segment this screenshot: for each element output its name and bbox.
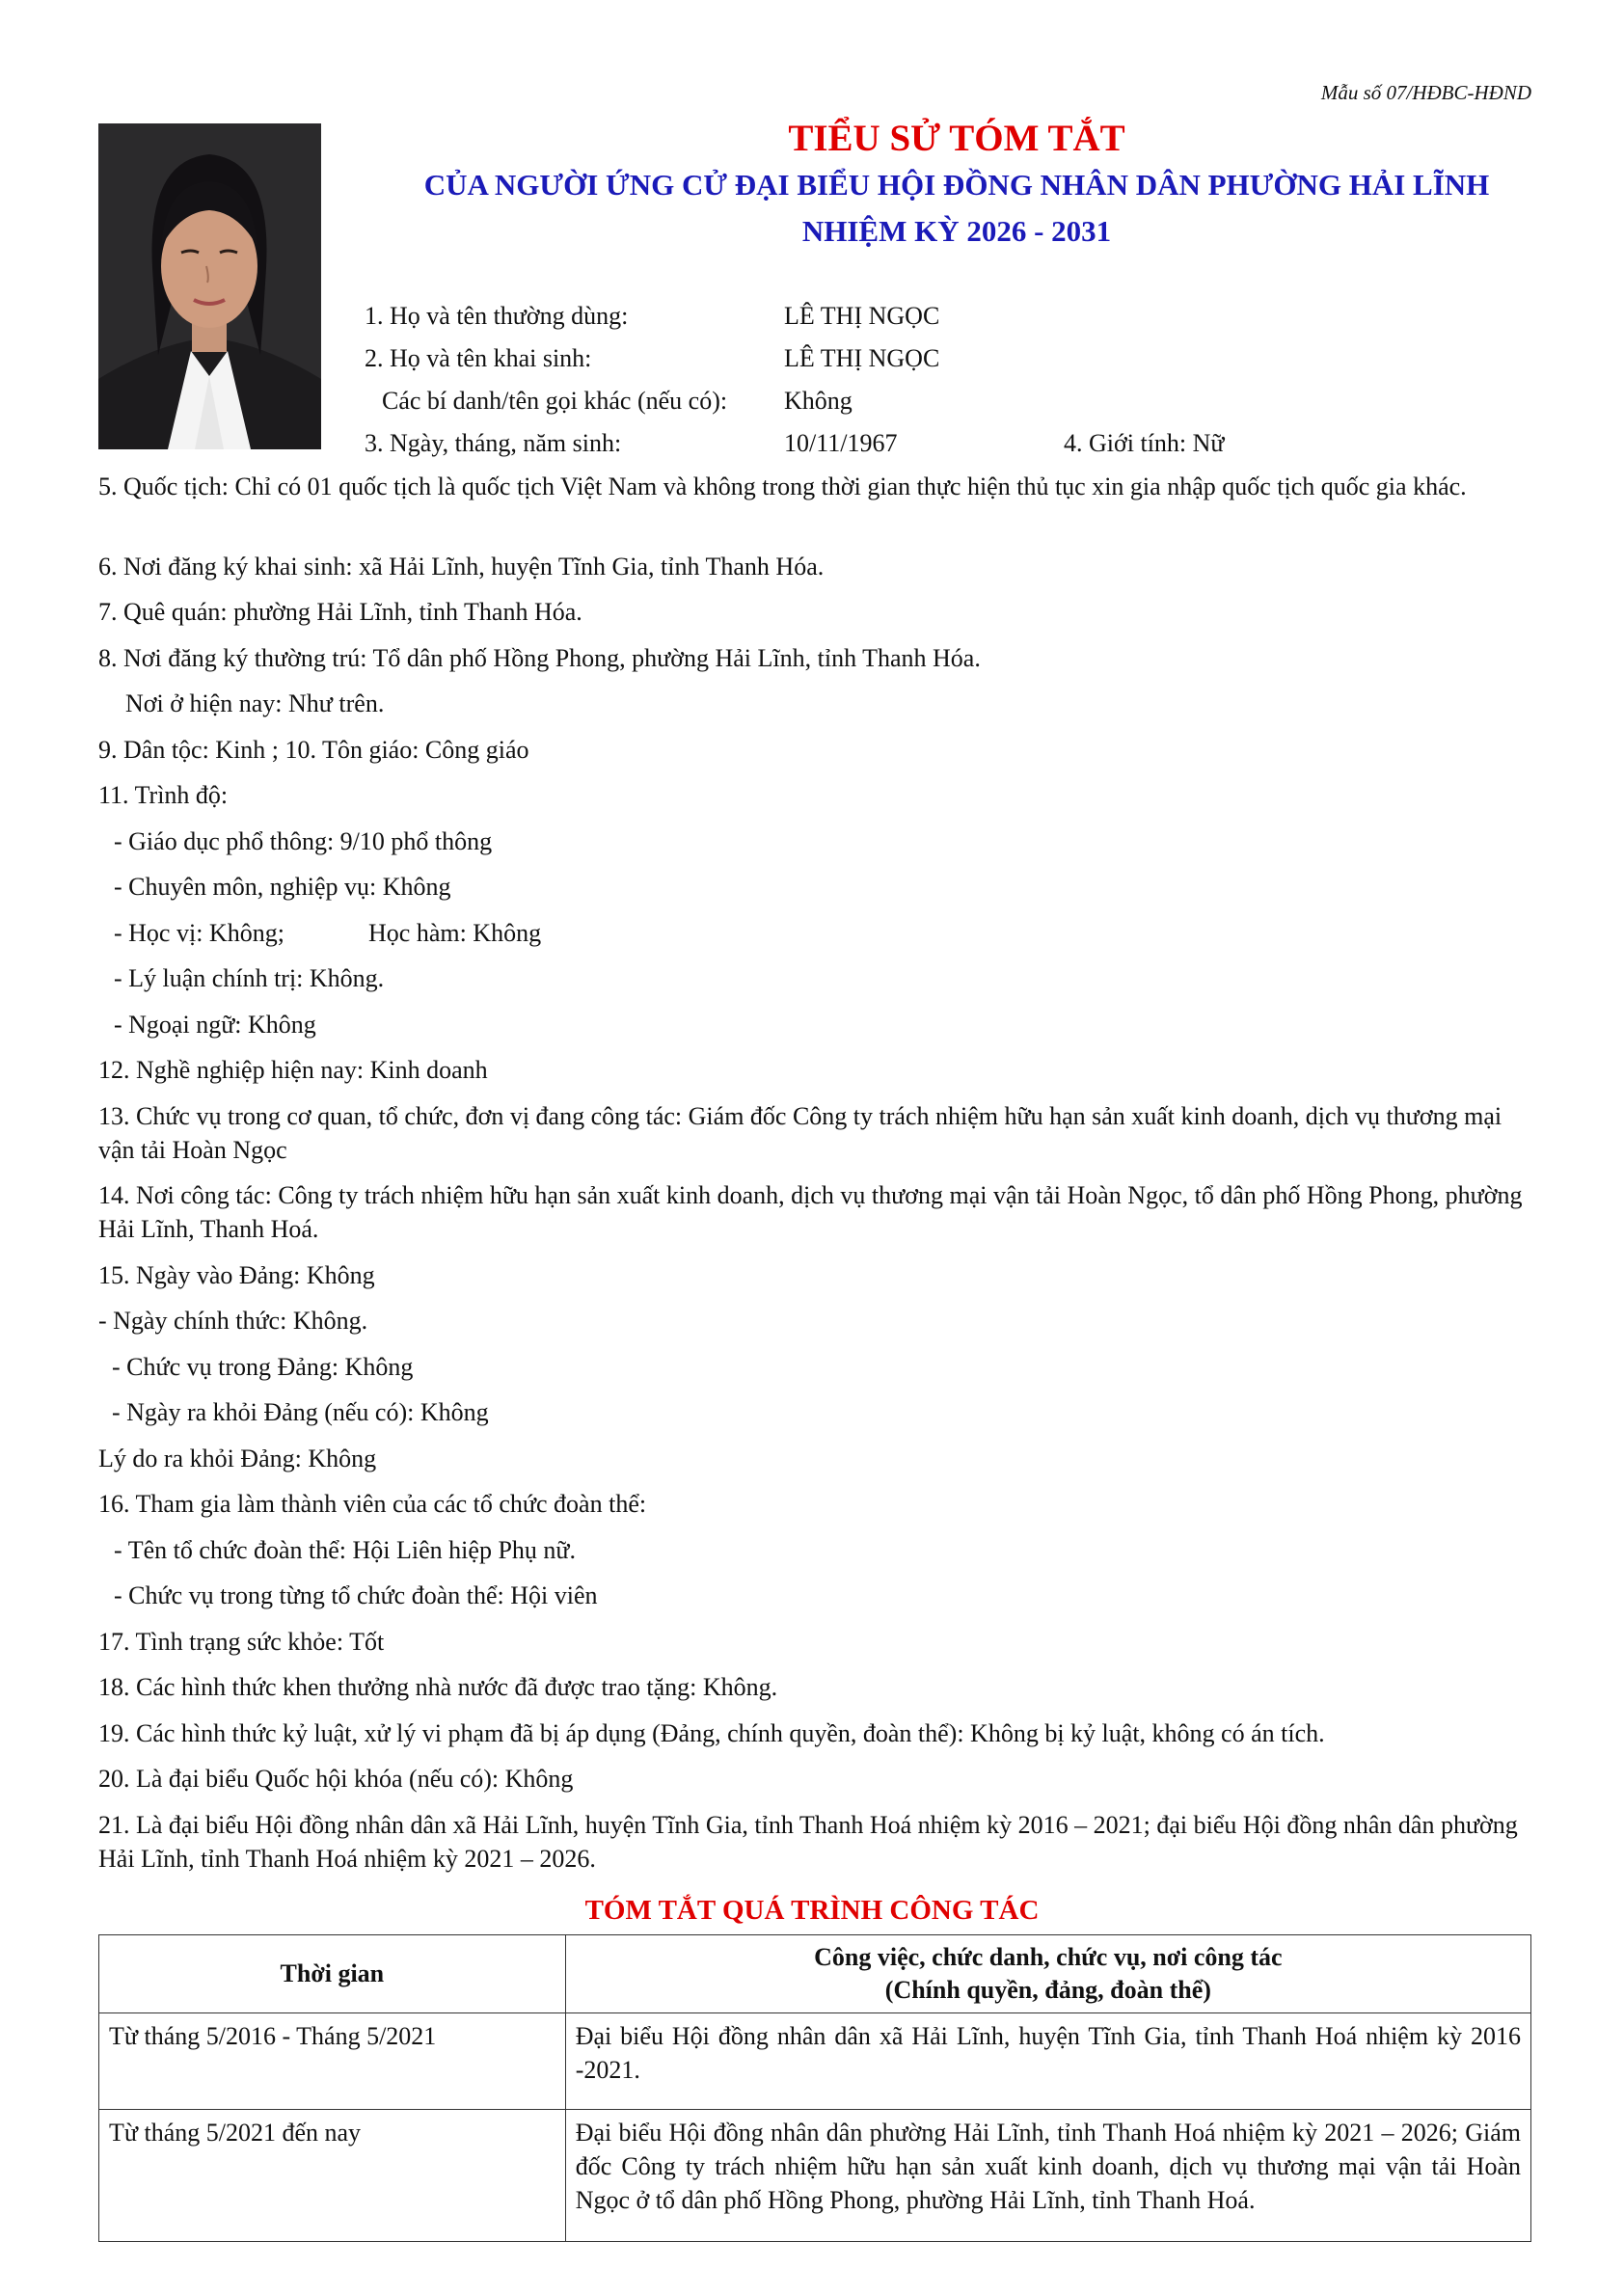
portrait-image — [98, 123, 321, 449]
table-row — [99, 2110, 1531, 2242]
table-header-row — [99, 1935, 1531, 2013]
common-name-label: 1. Họ và tên thường dùng: — [365, 302, 629, 330]
organizations-heading: 16. Tham gia làm thành viên của các tổ chức đoàn thể: — [98, 1490, 647, 1518]
common-name-value: LÊ THỊ NGỌC — [784, 302, 940, 330]
foreign-language-line: - Ngoại ngữ: Không — [114, 1011, 316, 1039]
party-official-line: - Ngày chính thức: Không. — [98, 1307, 368, 1335]
title-block — [347, 116, 1566, 255]
ethnicity-religion-line: 9. Dân tộc: Kinh ; 10. Tôn giáo: Công giáo — [98, 736, 529, 764]
work-history-table — [98, 1934, 1531, 2242]
birth-name-label: 2. Họ và tên khai sinh: — [365, 344, 592, 372]
alias-label: Các bí danh/tên gọi khác (nếu có): — [382, 387, 728, 415]
health-line: 17. Tình trạng sức khỏe: Tốt — [98, 1628, 385, 1656]
hometown-line: 7. Quê quán: phường Hải Lĩnh, tỉnh Thanh Hóa. — [98, 598, 582, 626]
education-heading: 11. Trình độ: — [98, 781, 229, 809]
time-cell: Từ tháng 5/2016 - Tháng 5/2021 — [99, 2013, 566, 2110]
description-header-line-2: (Chính quyền, đảng, đoàn thể) — [884, 1976, 1211, 2004]
workplace-line: 14. Nơi công tác: Công ty trách nhiệm hữu hạn sản xuất kinh doanh, dịch vụ thương mại vận tải Hoàn Ngọc, tổ dân phố Hồng Phong, phường Hải Lĩnh, Thanh Hoá. — [98, 1181, 1523, 1243]
profession-line: - Chuyên môn, nghiệp vụ: Không — [114, 873, 451, 901]
gender-value: 4. Giới tính: Nữ — [1064, 429, 1225, 457]
description-header-line-1: Công việc, chức danh, chức vụ, nơi công tác — [814, 1943, 1283, 1971]
time-cell: Từ tháng 5/2021 đến nay — [99, 2110, 566, 2242]
document-term: NHIỆM KỲ 2026 - 2031 — [801, 214, 1112, 248]
party-position-line: - Chức vụ trong Đảng: Không — [112, 1353, 414, 1381]
national-assembly-line: 20. Là đại biểu Quốc hội khóa (nếu có): Không — [98, 1765, 574, 1793]
general-education-line: - Giáo dục phổ thông: 9/10 phổ thông — [114, 827, 493, 855]
party-leave-date-line: - Ngày ra khỏi Đảng (nếu có): Không — [112, 1398, 489, 1426]
nationality-line: 5. Quốc tịch: Chỉ có 01 quốc tịch là quốc tịch Việt Nam và không trong thời gian thực hiện thủ tục xin gia nhập quốc tịch quốc gia khác. — [98, 473, 1467, 500]
candidate-photo — [98, 123, 321, 449]
degree-line: - Học vị: Không; — [114, 919, 284, 947]
table-row — [99, 2013, 1531, 2110]
birth-name-value: LÊ THỊ NGỌC — [784, 344, 940, 372]
council-delegate-line: 21. Là đại biểu Hội đồng nhân dân xã Hải Lĩnh, huyện Tĩnh Gia, tỉnh Thanh Hoá nhiệm kỳ 2016 – 2021; đại biểu Hội đồng nhân dân phường Hải Lĩnh, tỉnh Thanh Hoá nhiệm kỳ 2021 – 2026. — [98, 1811, 1518, 1873]
work-history-title: TÓM TẮT QUÁ TRÌNH CÔNG TÁC — [584, 1895, 1040, 1926]
dob-value: 10/11/1967 — [784, 429, 898, 457]
description-cell: Đại biểu Hội đồng nhân dân xã Hải Lĩnh, huyện Tĩnh Gia, tỉnh Thanh Hoá nhiệm kỳ 2016 -2021. — [565, 2013, 1530, 2110]
political-theory-line: - Lý luận chính trị: Không. — [114, 964, 385, 992]
time-column-header: Thời gian — [99, 1935, 566, 2013]
occupation-line: 12. Nghề nghiệp hiện nay: Kinh doanh — [98, 1056, 488, 1084]
organization-name-line: - Tên tổ chức đoàn thể: Hội Liên hiệp Phụ nữ. — [114, 1536, 576, 1564]
position-line: 13. Chức vụ trong cơ quan, tổ chức, đơn vị đang công tác: Giám đốc Công ty trách nhiệm hữu hạn sản xuất kinh doanh, dịch vụ thương mại vận tải Hoàn Ngọc — [98, 1102, 1502, 1164]
document-subtitle: CỦA NGƯỜI ỨNG CỬ ĐẠI BIỂU HỘI ĐỒNG NHÂN DÂN PHƯỜNG HẢI LĨNH — [423, 168, 1490, 202]
birth-registration-line: 6. Nơi đăng ký khai sinh: xã Hải Lĩnh, huyện Tĩnh Gia, tỉnh Thanh Hóa. — [98, 553, 825, 581]
form-code: Mẫu số 07/HĐBC-HĐND — [1320, 81, 1531, 104]
alias-value: Không — [784, 387, 853, 415]
document-title: TIỂU SỬ TÓM TẮT — [788, 118, 1125, 159]
discipline-line: 19. Các hình thức kỷ luật, xử lý vi phạm đã bị áp dụng (Đảng, chính quyền, đoàn thể): Không bị kỷ luật, không có án tích. — [98, 1719, 1325, 1747]
academic-title-line: Học hàm: Không — [368, 919, 542, 947]
dob-label: 3. Ngày, tháng, năm sinh: — [365, 429, 622, 457]
description-column-header — [565, 1935, 1530, 2013]
permanent-residence-line: 8. Nơi đăng ký thường trú: Tổ dân phố Hồng Phong, phường Hải Lĩnh, tỉnh Thanh Hóa. — [98, 644, 981, 672]
current-residence-line: Nơi ở hiện nay: Như trên. — [125, 689, 385, 717]
awards-line: 18. Các hình thức khen thưởng nhà nước đã được trao tặng: Không. — [98, 1673, 778, 1701]
party-leave-reason-line: Lý do ra khỏi Đảng: Không — [98, 1445, 377, 1472]
organization-role-line: - Chức vụ trong từng tổ chức đoàn thể: Hội viên — [114, 1581, 598, 1609]
description-cell: Đại biểu Hội đồng nhân dân phường Hải Lĩnh, tỉnh Thanh Hoá nhiệm kỳ 2021 – 2026; Giám đốc Công ty trách nhiệm hữu hạn sản xuất kinh doanh, dịch vụ thương mại vận tải Hoàn Ngọc ở tổ dân phố Hồng Phong, phường Hải Lĩnh, tỉnh Thanh Hoá. — [565, 2110, 1530, 2242]
party-join-line: 15. Ngày vào Đảng: Không — [98, 1261, 375, 1289]
